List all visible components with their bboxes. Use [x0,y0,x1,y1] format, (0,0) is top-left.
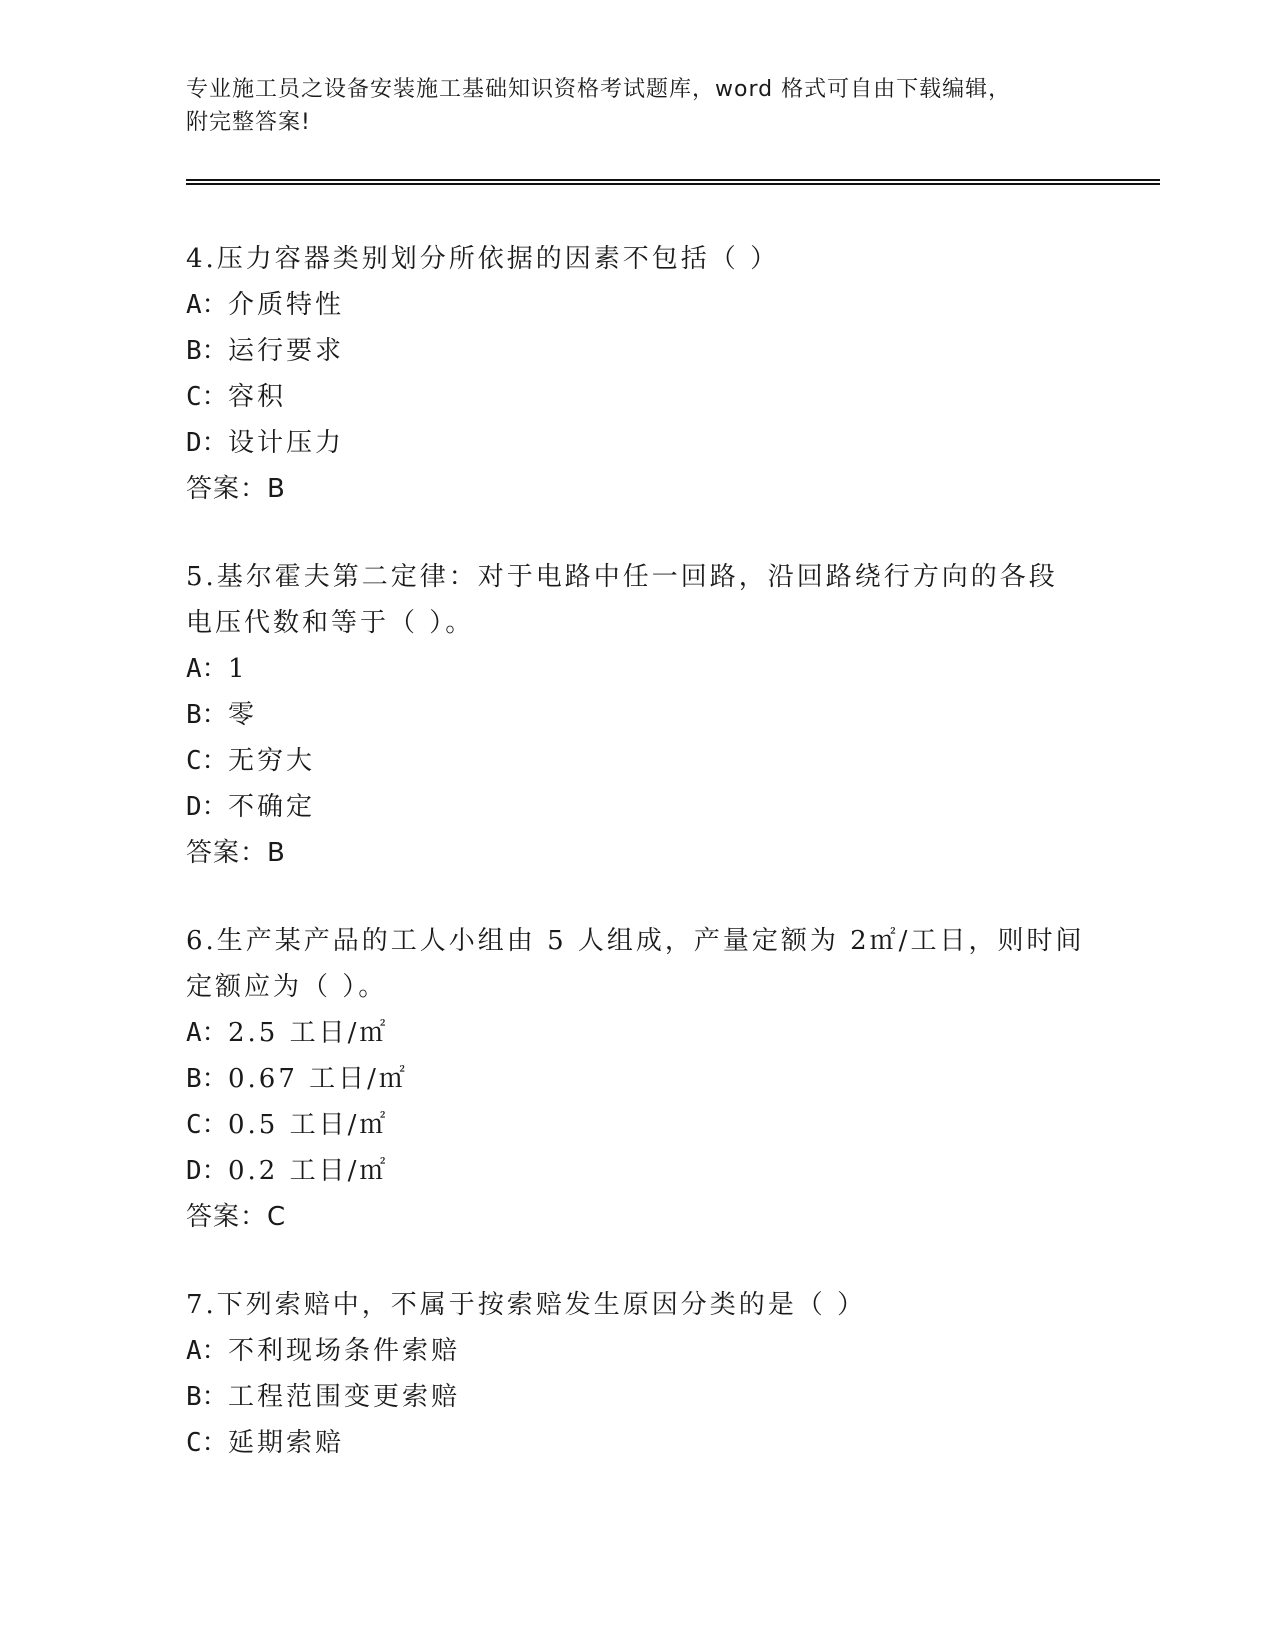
answer-line: 答案：C [186,1202,287,1232]
option-key: C： [186,1110,228,1140]
document-header [186,73,1066,139]
option-text: 0.67 工日/㎡ [228,1064,408,1094]
question-7 [186,1282,1086,1466]
option-d [186,420,1086,466]
option-c [186,738,1086,784]
option-text: 1 [228,654,248,684]
option-key: D： [186,792,228,822]
header-double-rule [186,179,1160,185]
question-stem: 6.生产某产品的工人小组由 5 人组成，产量定额为 2㎡/工日，则时间 [186,926,1085,956]
option-a [186,1328,1086,1374]
option-text: 无穷大 [228,746,316,776]
question-stem: 5.基尔霍夫第二定律：对于电路中任一回路，沿回路绕行方向的各段 [186,562,1058,592]
option-a [186,282,1086,328]
option-key: B： [186,1064,228,1094]
option-c [186,1420,1086,1466]
option-key: B： [186,336,228,366]
option-b [186,1056,1086,1102]
option-key: A： [186,654,228,684]
option-text: 延期索赔 [228,1428,345,1458]
answer-line: 答案：B [186,474,286,504]
option-text: 运行要求 [228,336,345,366]
header-line-1: 专业施工员之设备安装施工基础知识资格考试题库，word 格式可自由下载编辑， [186,77,1012,102]
option-text: 工程范围变更索赔 [228,1382,461,1412]
option-b [186,692,1086,738]
option-text: 零 [228,700,258,730]
option-key: A： [186,1018,228,1048]
option-key: C： [186,1428,228,1458]
option-d [186,784,1086,830]
option-key: B： [186,700,228,730]
header-line-2: 附完整答案! [186,110,311,135]
option-d [186,1148,1086,1194]
option-text: 介质特性 [228,290,345,320]
option-key: D： [186,1156,228,1186]
option-key: C： [186,746,228,776]
option-key: A： [186,290,228,320]
option-key: A： [186,1336,228,1366]
option-a [186,1010,1086,1056]
question-stem: 7.下列索赔中，不属于按索赔发生原因分类的是（ ） [186,1290,867,1320]
option-key: D： [186,428,228,458]
question-stem-continued: 定额应为（ ）。 [186,972,388,1002]
question-4 [186,236,1086,512]
option-text: 不确定 [228,792,316,822]
option-text: 设计压力 [228,428,345,458]
question-5 [186,554,1086,876]
option-text: 0.2 工日/㎡ [228,1156,389,1186]
option-b [186,1374,1086,1420]
option-a [186,646,1086,692]
option-c [186,374,1086,420]
option-key: B： [186,1382,228,1412]
question-stem-continued: 电压代数和等于（ ）。 [186,608,475,638]
option-text: 容积 [228,382,287,412]
option-b [186,328,1086,374]
option-text: 2.5 工日/㎡ [228,1018,389,1048]
option-text: 0.5 工日/㎡ [228,1110,389,1140]
question-stem: 4.压力容器类别划分所依据的因素不包括（ ） [186,244,780,274]
option-key: C： [186,382,228,412]
answer-line: 答案：B [186,838,286,868]
option-c [186,1102,1086,1148]
question-list [186,236,1086,1508]
question-6 [186,918,1086,1240]
option-text: 不利现场条件索赔 [228,1336,461,1366]
